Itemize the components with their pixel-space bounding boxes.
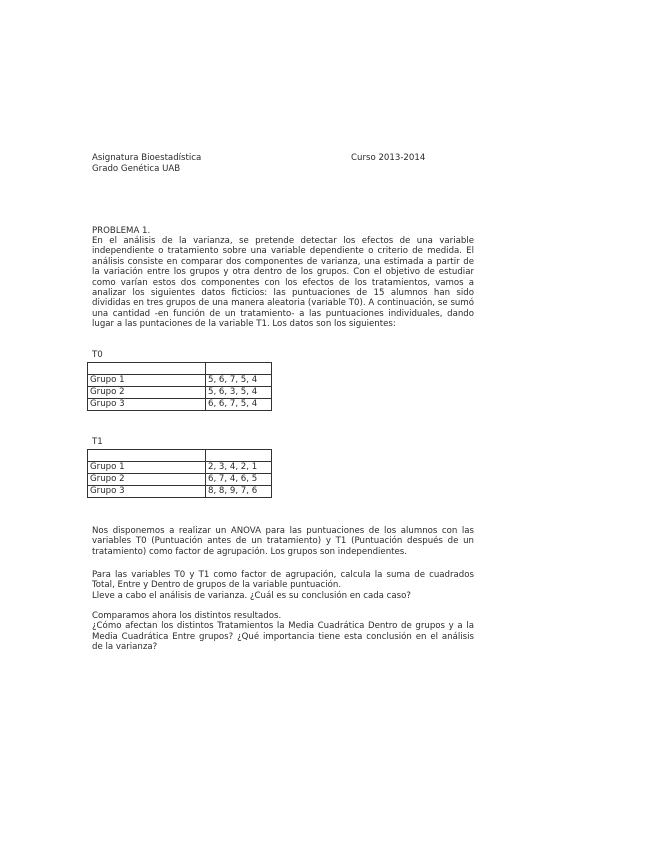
group-values-cell: 6, 6, 7, 5, 4 xyxy=(206,399,272,411)
degree-label: Grado Genética UAB xyxy=(92,164,181,174)
group-values-cell: 2, 3, 4, 2, 1 xyxy=(206,462,272,474)
table-row xyxy=(88,375,272,387)
group-values-cell: 5, 6, 3, 5, 4 xyxy=(206,387,272,399)
subject-label: Asignatura Bioestadística xyxy=(92,153,202,163)
compare-line-2: ¿Cómo afectan los distintos Tratamientos la Media Cuadrática Dentro de grupos y a la Media Cuadrática Entre grupos? ¿Qué importancia tiene esta conclusión en el análisis de la varianza? xyxy=(92,621,474,653)
table-row xyxy=(88,387,272,399)
table-cell-empty xyxy=(88,450,206,462)
group-name-cell: Grupo 3 xyxy=(88,399,206,411)
table-cell-empty xyxy=(206,363,272,375)
table-cell-empty xyxy=(206,450,272,462)
group-name-cell: Grupo 1 xyxy=(88,375,206,387)
task-line-1: Para las variables T0 y T1 como factor de agrupación, calcula la suma de cuadrados Total, Entre y Dentro de grupos de la variable puntuación. xyxy=(92,570,474,591)
anova-paragraph: Nos disponemos a realizar un ANOVA para las puntuaciones de los alumnos con las variables T0 (Puntuación antes de un tratamiento) y T1 (Puntuación después de un tratamiento) como factor de agrupación. Los grupos son independientes. xyxy=(92,526,474,557)
anova-paragraph-block xyxy=(92,526,474,557)
table-row xyxy=(88,399,272,411)
group-name-cell: Grupo 2 xyxy=(88,387,206,399)
compare-line-1: Comparamos ahora los distintos resultados. xyxy=(92,611,282,621)
task-line-2: Lleve a cabo el análisis de varianza. ¿Cuál es su conclusión en cada caso? xyxy=(92,590,411,601)
group-name-cell: Grupo 2 xyxy=(88,474,206,486)
course-label: Curso 2013-2014 xyxy=(351,153,426,163)
problem-intro: En el análisis de la varianza, se pretende detectar los efectos de una variable independiente o tratamiento sobre una variable dependiente o criterio de medida. El análisis consiste en comparar dos componentes de varianza, una estimada a partir de la variación entre los grupos y otra dentro de los grupos. Con el objetivo de estudiar como varían estos dos componentes con los efectos de los tratamientos, vamos a analizar los siguientes datos ficticios: las puntuaciones de 15 alumnos han sido divididas en tres grupos de una manera aleatoria (variable T0). A continuación, se sumó una cantidad -en función de un tratamiento- a las puntuaciones individuales, dando lugar a las puntaciones de la variable T1. Los datos son los siguientes: xyxy=(92,236,474,330)
group-values-cell: 6, 7, 4, 6, 5 xyxy=(206,474,272,486)
table-cell-empty xyxy=(88,363,206,375)
table-row xyxy=(88,486,272,498)
t1-table xyxy=(87,449,272,498)
group-values-cell: 5, 6, 7, 5, 4 xyxy=(206,375,272,387)
compare-paragraph-block xyxy=(92,611,474,653)
table-row xyxy=(88,462,272,474)
group-values-cell: 8, 8, 9, 7, 6 xyxy=(206,486,272,498)
problem-title: PROBLEMA 1. xyxy=(92,226,151,236)
table-row xyxy=(88,474,272,486)
table-header-row xyxy=(88,363,272,375)
t0-table-label: T0 xyxy=(92,350,103,360)
table-header-row xyxy=(88,450,272,462)
t1-table-label: T1 xyxy=(92,437,103,447)
problem-intro-block xyxy=(92,236,474,330)
task-paragraph-block xyxy=(92,570,474,601)
t0-table xyxy=(87,362,272,411)
group-name-cell: Grupo 3 xyxy=(88,486,206,498)
group-name-cell: Grupo 1 xyxy=(88,462,206,474)
